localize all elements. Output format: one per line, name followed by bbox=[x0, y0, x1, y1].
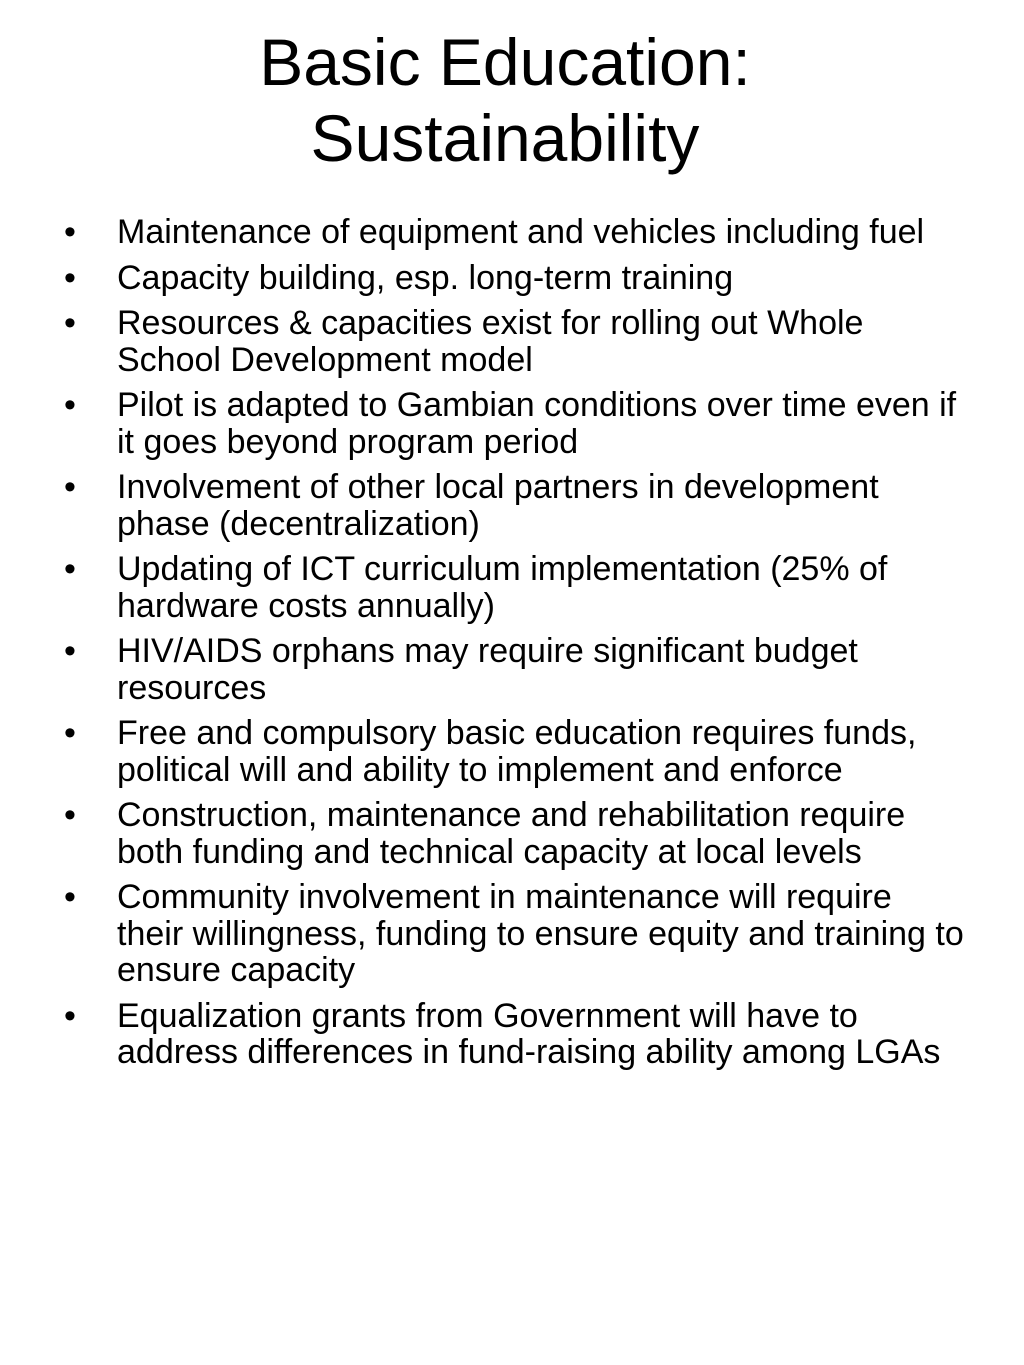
bullet-dot-icon: • bbox=[64, 714, 76, 752]
bullet-dot-icon: • bbox=[64, 304, 76, 342]
bullet-text: Updating of ICT curriculum implementation (25% of hardware costs annually) bbox=[117, 550, 888, 625]
bullet-text: Construction, maintenance and rehabilitation require both funding and technical capacity at local levels bbox=[117, 796, 906, 871]
bullet-dot-icon: • bbox=[64, 878, 76, 916]
bullet-text: Free and compulsory basic education requires funds, political will and ability to implement and enforce bbox=[117, 714, 917, 789]
bullet-list bbox=[0, 214, 1024, 1080]
bullet-item bbox=[0, 305, 1024, 378]
bullet-item bbox=[0, 715, 1024, 788]
bullet-item bbox=[0, 387, 1024, 460]
bullet-dot-icon: • bbox=[64, 796, 76, 834]
bullet-item bbox=[0, 998, 1024, 1071]
bullet-item bbox=[0, 551, 1024, 624]
bullet-dot-icon: • bbox=[64, 386, 76, 424]
bullet-dot-icon: • bbox=[64, 258, 76, 297]
bullet-item bbox=[0, 879, 1024, 989]
bullet-text: Maintenance of equipment and vehicles including fuel bbox=[117, 213, 925, 251]
bullet-dot-icon: • bbox=[64, 632, 76, 670]
bullet-dot-icon: • bbox=[64, 213, 76, 251]
bullet-item bbox=[0, 797, 1024, 870]
bullet-item bbox=[0, 214, 1024, 251]
bullet-text: Capacity building, esp. long-term training bbox=[117, 258, 734, 297]
bullet-item bbox=[0, 469, 1024, 542]
bullet-item bbox=[0, 260, 1024, 297]
bullet-dot-icon: • bbox=[64, 550, 76, 588]
bullet-text: Resources & capacities exist for rolling out Whole School Development model bbox=[117, 304, 864, 379]
slide-title-line-2: Sustainability bbox=[310, 101, 700, 175]
bullet-text: Equalization grants from Government will have to address differences in fund-raising ability among LGAs bbox=[117, 996, 941, 1071]
bullet-text: HIV/AIDS orphans may require significant budget resources bbox=[117, 632, 858, 707]
bullet-dot-icon: • bbox=[64, 996, 76, 1035]
bullet-text: Involvement of other local partners in development phase (decentralization) bbox=[117, 468, 879, 543]
bullet-item bbox=[0, 633, 1024, 706]
bullet-text: Pilot is adapted to Gambian conditions over time even if it goes beyond program period bbox=[117, 386, 957, 461]
slide-title bbox=[0, 24, 1010, 176]
bullet-dot-icon: • bbox=[64, 468, 76, 506]
bullet-text: Community involvement in maintenance will require their willingness, funding to ensure equity and training to ensure capacity bbox=[117, 878, 964, 989]
slide-title-line-1: Basic Education: bbox=[259, 25, 751, 99]
